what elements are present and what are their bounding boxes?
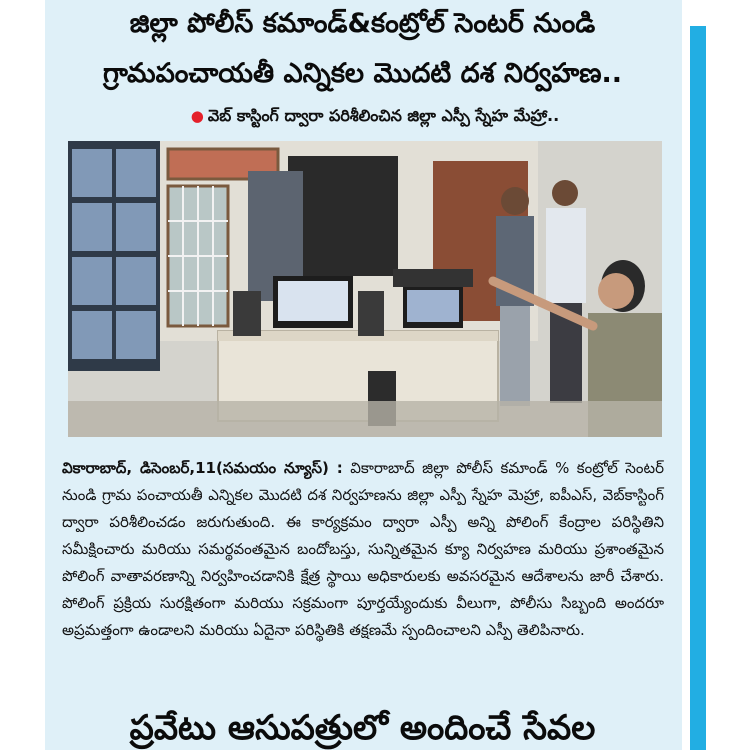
article-dateline: వికారాబాద్, డిసెంబర్,11(సమయం న్యూస్) : [62,459,343,477]
accent-side-bar [690,26,706,750]
subheadline-text: వెబ్ కాస్టింగ్ ద్వారా పరిశీలించిన జిల్లా ఎస్పీ స్నేహ మేహ్రా.. [207,106,560,125]
command-center-photo [68,141,662,437]
headline-line-1: జిల్లా పోలీస్ కమాండ్&కంట్రోల్ సెంటర్ నుండి [129,8,596,39]
next-article-headline: ప్రవేటు ఆసుపత్రులో అందించే సేవల [129,708,596,748]
news-photo [68,141,662,437]
headline-line-2: గ్రామపంచాయతీ ఎన్నికల మొదటి దశ నిర్వహణ.. [102,58,623,89]
article-body: వికారాబాద్ జిల్లా పోలీస్ కమాండ్ % కంట్రోల్ సెంటర్ నుండి గ్రామ పంచాయతీ ఎన్నికల మొదటి దశ నిర్వహణను జిల్లా ఎస్పీ స్నేహ మెహ్రా, ఐపీఎస్, వెబ్‌కాస్టింగ్ ద్వారా పరిశీలించడం జరుగుతుంది. ఈ కార్యక్రమం ద్వారా ఎస్పీ అన్ని పోలింగ్ కేంద్రాల పరిస్థితిని సమీక్షించారు మరియు సమర్థవంతమైన బందోబస్తు, సున్నితమైన క్యూ నిర్వహణ మరియు ప్రశాంతమైన పోలింగ్ వాతావరణాన్ని నిర్వహించడానికి క్షేత్ర స్థాయి అధికారులకు అవసరమైన ఆదేశాలను జారీ చేశారు. పోలింగ్ ప్రక్రియ సురక్షితంగా మరియు సక్రమంగా పూర్తయ్యేందుకు వీలుగా, పోలీసు సిబ్బంది అందరూ అప్రమత్తంగా ఉండాలని మరియు ఏదైనా పరిస్థితికి తక్షణమే స్పందించాలని ఎస్పీ తెలిపినారు. [62,459,664,639]
subheadline [110,104,640,128]
bullet-dot-icon: ● [190,107,204,125]
article-text [62,455,664,644]
